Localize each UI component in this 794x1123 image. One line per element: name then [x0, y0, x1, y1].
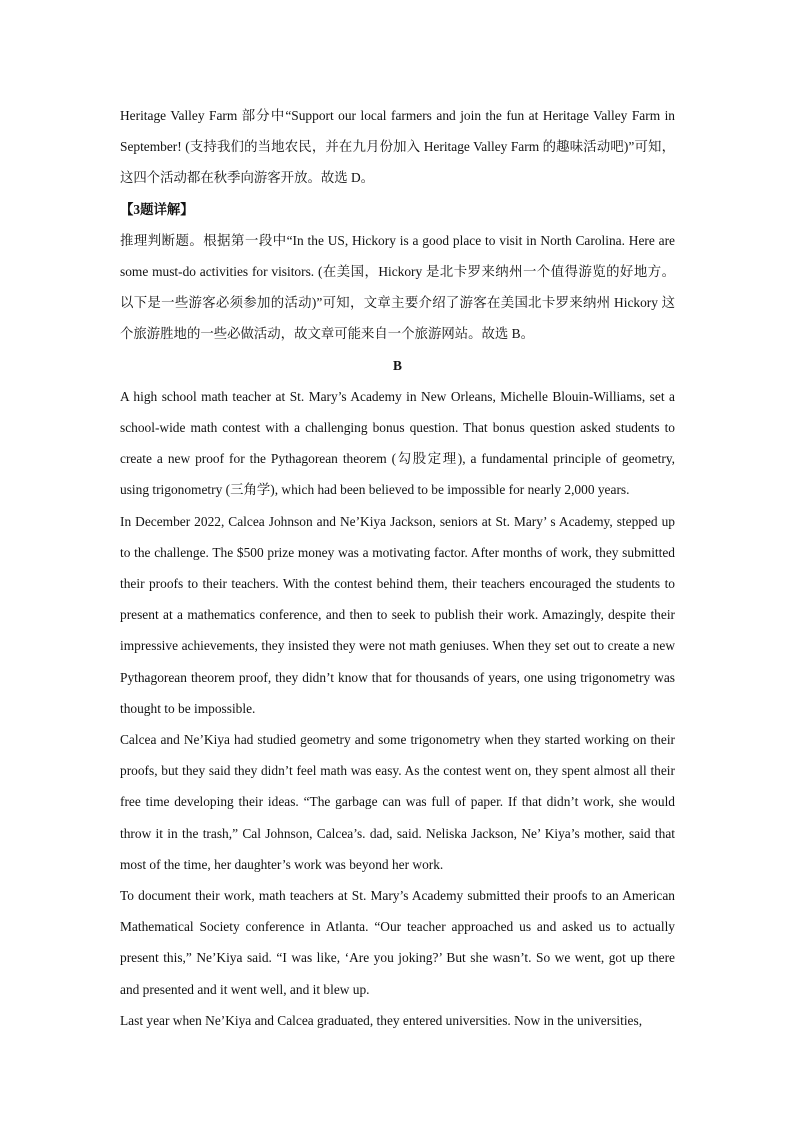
- document-page: [120, 100, 675, 1036]
- passage-b-paragraph-2: In December 2022, Calcea Johnson and Ne’Kiya Jackson, seniors at St. Mary’ s Academy, stepped up to the challenge. The $500 prize money was a motivating factor. After months of work, they submitted their proofs to their teachers. With the contest behind them, their teachers encouraged the students to present at a mathematics conference, and then to seek to publish their work. Amazingly, despite their impressive achievements, they insisted they were not math geniuses. When they set out to create a new Pythagorean theorem proof, they didn’t know that for thousands of years, one using trigonometry was thought to be impossible.: [120, 513, 675, 716]
- section-b-title: B: [393, 357, 402, 373]
- question-3-heading: 【3题详解】: [120, 201, 194, 217]
- answer-explanation-paragraph: Heritage Valley Farm 部分中“Support our local farmers and join the fun at Heritage Valley Farm in September! (支持我们的当地农民，并在九月份加入 Heritage Valley Farm 的趣味活动吧)”可知，这四个活动都在秋季向游客开放。故选 D。: [120, 108, 675, 186]
- passage-b-paragraph-4: To document their work, math teachers at St. Mary’s Academy submitted their proofs to an American Mathematical Society conference in Atlanta. “Our teacher approached us and asked us to actually present this,” Ne’Kiya said. “I was like, ‘Are you joking?’ But she wasn’t. So we went, got up there and presented and it went well, and it blew up.: [120, 888, 675, 997]
- passage-b-paragraph-1: A high school math teacher at St. Mary’s Academy in New Orleans, Michelle Blouin-Williams, set a school-wide math contest with a challenging bonus question. That bonus question asked students to create a new proof for the Pythagorean theorem (勾股定理), a fundamental principle of geometry, using trigonometry (三角学), which had been believed to be impossible for nearly 2,000 years.: [120, 388, 675, 498]
- question-3-explanation-paragraph: 推理判断题。根据第一段中“In the US, Hickory is a good place to visit in North Carolina. Here are some must-do activities for visitors. (在美国，Hickory 是北卡罗来纳州一个值得游览的好地方。以下是一些游客必须参加的活动)”可知，文章主要介绍了游客在美国北卡罗来纳州 Hickory 这个旅游胜地的一些必做活动，故文章可能来自一个旅游网站。故选 B。: [120, 232, 675, 342]
- passage-b-paragraph-3: Calcea and Ne’Kiya had studied geometry and some trigonometry when they started working on their proofs, but they said they didn’t feel math was easy. As the contest went on, they spent almost all their free time developing their ideas. “The garbage can was full of paper. If that didn’t work, she would throw it in the trash,” Cal Johnson, Calcea’s. dad, said. Neliska Jackson, Ne’ Kiya’s mother, said that most of the time, her daughter’s work was beyond her work.: [120, 732, 675, 872]
- passage-b-paragraph-5: Last year when Ne’Kiya and Calcea graduated, they entered universities. Now in the universities,: [120, 1012, 643, 1028]
